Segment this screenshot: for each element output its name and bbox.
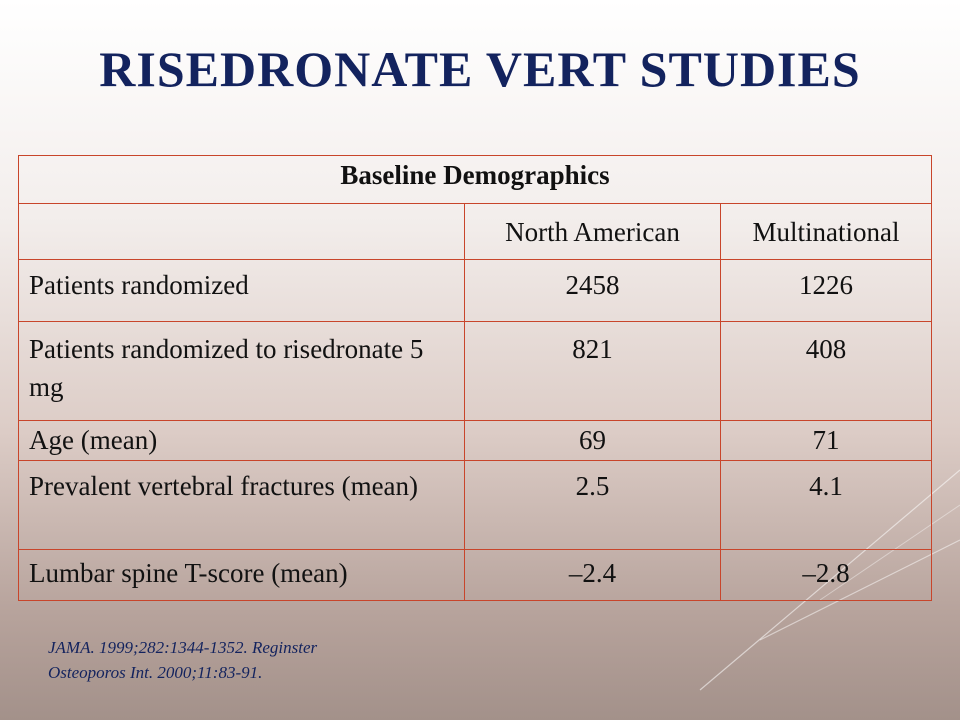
row-label: Patients randomized to risedronate 5 mg (19, 322, 465, 421)
demographics-table (18, 155, 932, 601)
citation-line-1: JAMA. 1999;282:1344-1352. Reginster (48, 638, 318, 657)
multinational-value: 71 (721, 421, 932, 461)
row-label: Age (mean) (19, 421, 465, 461)
column-header-multinational: Multinational (721, 204, 932, 260)
slide-title: RISEDRONATE VERT STUDIES (99, 41, 861, 97)
north-american-value: 821 (465, 322, 721, 421)
column-header-empty (19, 204, 465, 260)
column-header-north-american: North American (465, 204, 721, 260)
table-row (19, 461, 932, 550)
row-label: Prevalent vertebral fractures (mean) (19, 461, 465, 550)
multinational-value: –2.8 (721, 550, 932, 601)
north-american-value: –2.4 (465, 550, 721, 601)
table-caption-row (19, 156, 932, 204)
row-label: Patients randomized (19, 260, 465, 322)
multinational-value: 4.1 (721, 461, 932, 550)
table-row (19, 322, 932, 421)
table-row (19, 421, 932, 461)
citation-line-2: Osteoporos Int. 2000;11:83-91. (48, 663, 263, 682)
citation (48, 635, 317, 685)
north-american-value: 69 (465, 421, 721, 461)
column-header-row (19, 204, 932, 260)
multinational-value: 1226 (721, 260, 932, 322)
table-row (19, 260, 932, 322)
north-american-value: 2458 (465, 260, 721, 322)
table-row (19, 550, 932, 601)
row-label: Lumbar spine T-score (mean) (19, 550, 465, 601)
north-american-value: 2.5 (465, 461, 721, 550)
table-caption: Baseline Demographics (19, 156, 932, 204)
multinational-value: 408 (721, 322, 932, 421)
